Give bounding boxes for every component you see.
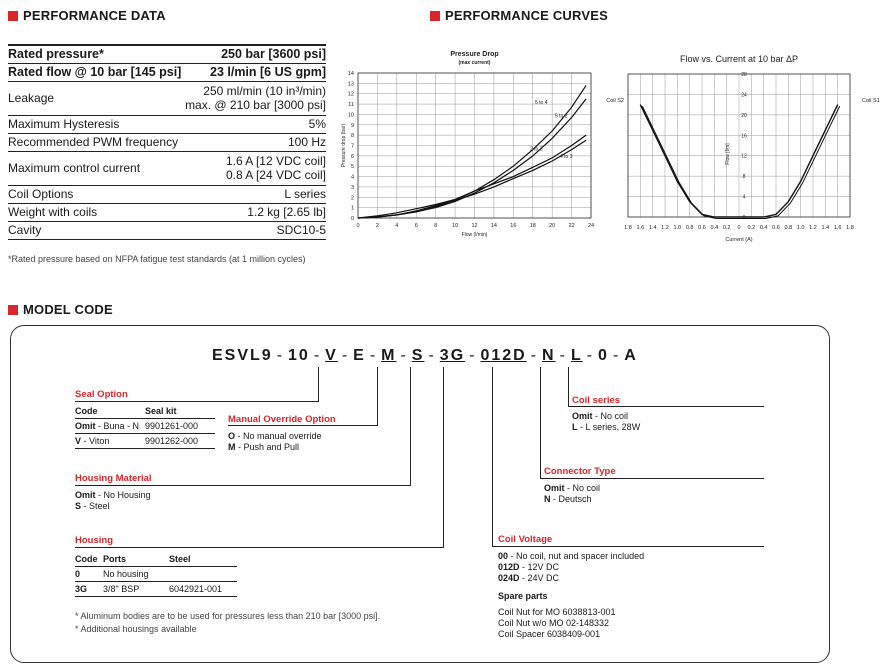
voltage-connector-line <box>492 546 764 547</box>
material-option-line: S - Steel <box>75 501 110 511</box>
x-tick-label: 0 <box>737 225 741 231</box>
y-tick-label: 0 <box>742 215 746 221</box>
code-segment-coil: L <box>570 347 583 364</box>
table-row <box>8 81 326 115</box>
table-row <box>75 567 237 582</box>
spec-label: Coil Options <box>8 187 74 201</box>
x-tick-label: 0.6 <box>772 225 780 231</box>
header-ports: Ports <box>103 554 127 564</box>
code-segment-e: E <box>353 347 366 364</box>
spare-part-line: Coil Nut w/o MO 02-148332 <box>498 618 610 628</box>
x-tick-label: 24 <box>587 223 595 229</box>
chart-title: Pressure Drop <box>450 51 499 58</box>
series-label: 2 to 3 <box>530 146 543 153</box>
spec-label: Maximum Hysteresis <box>8 117 120 131</box>
code-segment-a: A <box>624 347 638 364</box>
spec-value: 23 l/min [6 US gpm] <box>210 65 326 79</box>
spec-label: Rated flow @ 10 bar [145 psi] <box>8 65 182 79</box>
x-tick-label: 0.2 <box>747 225 756 231</box>
x-axis-label: Flow (l/min) <box>461 232 488 238</box>
seal-row-code: V - Viton <box>75 436 110 446</box>
voltage-connector-line <box>492 367 493 547</box>
y-tick-label: 14 <box>347 71 354 77</box>
spec-label: Recommended PWM frequency <box>8 135 179 149</box>
code-segment-manual: M <box>381 347 397 364</box>
chart-title: Flow vs. Current at 10 bar ΔP <box>679 54 799 64</box>
red-square-icon <box>430 11 440 21</box>
y-axis-label: Flow [l/m] <box>725 143 731 165</box>
series-label: Coil S1 <box>862 98 880 104</box>
y-tick-label: 4 <box>350 174 354 181</box>
manual-option-line: O - No manual override <box>228 431 322 441</box>
x-tick-label: 1.8 <box>624 225 632 231</box>
x-tick-label: 1.6 <box>833 225 842 231</box>
y-tick-label: 28 <box>741 72 747 78</box>
spec-value: 100 Hz <box>287 135 326 149</box>
spec-label: Weight with coils <box>8 205 98 219</box>
y-tick-label: 11 <box>348 102 354 109</box>
performance-curves-title: PERFORMANCE CURVES <box>430 8 608 23</box>
series-label: 4 to 3 <box>560 153 573 160</box>
x-tick-label: 8 <box>434 223 438 229</box>
y-tick-label: 1 <box>350 205 354 212</box>
x-tick-label: 16 <box>510 223 517 229</box>
voltage-option-line: 012D - 12V DC <box>498 562 560 572</box>
y-axis-label: Pressure drop (bar) <box>341 123 347 168</box>
x-tick-label: 0.4 <box>710 225 719 231</box>
y-tick-label: 7 <box>350 143 354 150</box>
table-row <box>75 582 237 597</box>
x-tick-label: 0 <box>356 223 360 229</box>
seal-option-title: Seal Option <box>75 389 128 400</box>
model-code-string: ESVL9 - 10 - V - E - M - S - 3G - 012D - N - L - 0 - A <box>212 347 638 364</box>
x-tick-label: 18 <box>529 223 536 229</box>
rated-pressure-footnote: *Rated pressure based on NFPA fatigue test standards (at 1 million cycles) <box>8 254 306 264</box>
x-tick-label: 10 <box>452 223 459 229</box>
performance-data-table <box>8 44 326 240</box>
y-tick-label: 3 <box>350 184 354 191</box>
performance-data-title: PERFORMANCE DATA <box>8 8 166 23</box>
flow-vs-current-chart <box>600 48 880 248</box>
header-code: Code <box>75 406 98 416</box>
series-label: Coil S2 <box>606 98 624 104</box>
connector-option-line: N - Deutsch <box>544 494 592 504</box>
housing-row-code: 3G <box>75 584 88 594</box>
x-tick-label: 1.4 <box>648 225 657 231</box>
spec-value: SDC10-5 <box>276 223 326 237</box>
material-connector-line <box>75 485 411 486</box>
seal-option-table <box>75 404 215 449</box>
table-row <box>8 45 326 63</box>
spec-label: Rated pressure* <box>8 47 104 62</box>
housing-row-steel <box>169 567 237 582</box>
spec-value: 250 bar [3600 psi] <box>221 47 326 62</box>
header-seal-kit: Seal kit <box>145 406 177 416</box>
y-tick-label: 2 <box>350 195 354 202</box>
y-tick-label: 13 <box>347 81 354 88</box>
x-tick-label: 14 <box>490 223 497 229</box>
x-tick-label: 0.8 <box>685 225 694 231</box>
coil-series-line <box>568 406 764 407</box>
y-tick-label: 8 <box>350 133 354 140</box>
spec-label: Cavity <box>8 223 42 237</box>
x-axis-label: Current (A) <box>725 237 753 243</box>
x-tick-label: 4 <box>395 223 399 229</box>
y-tick-label: 6 <box>350 153 354 160</box>
coil-series-line: Omit - No coil <box>572 411 629 421</box>
seal-row-kit: 9901262-000 <box>145 436 199 446</box>
housing-table <box>75 552 237 597</box>
voltage-option-line: 024D - 24V DC <box>498 573 560 583</box>
housing-row-ports: 3/8" BSP <box>103 584 140 594</box>
code-segment-zero: 0 <box>598 347 609 364</box>
x-tick-label: 1.2 <box>809 225 817 231</box>
spec-value: 1.6 A [12 VDC coil] 0.8 A [24 VDC coil] <box>225 154 326 182</box>
hysteresis-line <box>741 106 840 218</box>
table-row <box>8 185 326 203</box>
spec-value: 250 ml/min (10 in³/min) max. @ 210 bar [3000 psi] <box>185 84 326 112</box>
seal-connector-line <box>75 401 319 402</box>
y-tick-label: 5 <box>350 164 354 171</box>
y-tick-label: 20 <box>741 112 747 119</box>
connector-type-line <box>540 367 541 479</box>
series-label: 5 to 2 <box>555 113 568 120</box>
x-tick-label: 20 <box>549 223 556 229</box>
red-square-icon <box>8 11 18 21</box>
pressure-drop-chart <box>340 45 605 245</box>
code-segment-series: ESVL9 <box>212 347 273 364</box>
material-option-line: Omit - No Housing <box>75 490 151 500</box>
seal-row-kit: 9901261-000 <box>145 421 199 431</box>
x-tick-label: 0.8 <box>784 225 793 231</box>
red-square-icon <box>8 305 18 315</box>
y-tick-label: 0 <box>350 216 354 222</box>
x-tick-label: 6 <box>414 223 418 229</box>
housing-connector-line <box>443 367 444 547</box>
coil-series-line <box>568 367 569 407</box>
manual-option-line: M - Push and Pull <box>228 442 300 452</box>
y-tick-label: 12 <box>347 91 354 98</box>
code-segment-seal: V <box>325 347 338 364</box>
housing-row-code: 0 <box>75 569 81 579</box>
connector-type-line <box>540 478 764 479</box>
code-segment-material: S <box>411 347 425 364</box>
coil-series-title: Coil series <box>572 395 621 406</box>
table-row <box>8 133 326 151</box>
model-code-title: MODEL CODE <box>8 302 113 317</box>
connector-option-line: Omit - No coil <box>544 483 601 493</box>
spec-label: Leakage <box>8 91 55 105</box>
seal-connector-line <box>318 367 319 401</box>
housing-note: * Additional housings available <box>75 624 197 634</box>
connector-type-title: Connector Type <box>544 466 616 477</box>
coil-series-line: L - L series, 28W <box>572 422 641 432</box>
table-row <box>8 221 326 239</box>
housing-row-steel: 6042921-001 <box>169 584 223 594</box>
series-line <box>358 140 586 218</box>
spare-part-line: Coil Spacer 6038409-001 <box>498 629 601 639</box>
y-tick-label: 10 <box>347 112 354 119</box>
coil-voltage-title: Coil Voltage <box>498 534 553 545</box>
housing-connector-line <box>75 547 444 548</box>
y-tick-label: 4 <box>742 194 746 201</box>
x-tick-label: 1.0 <box>673 225 682 231</box>
housing-row-ports: No housing <box>103 569 149 579</box>
header-steel: Steel <box>169 554 191 564</box>
table-row <box>75 419 215 434</box>
code-segment-size: 10 <box>288 347 310 364</box>
x-tick-label: 1.6 <box>636 225 645 231</box>
y-tick-label: 24 <box>741 92 747 99</box>
material-connector-line <box>410 367 411 485</box>
spec-value: 5% <box>308 117 326 131</box>
x-tick-label: 22 <box>568 223 575 229</box>
x-tick-label: 1.2 <box>661 225 669 231</box>
code-segment-connector: N <box>542 347 556 364</box>
spec-value: 1.2 kg [2.65 lb] <box>247 205 326 219</box>
manual-override-title: Manual Override Option <box>228 414 336 425</box>
table-row <box>8 115 326 133</box>
x-tick-label: 1.4 <box>821 225 830 231</box>
y-tick-label: 16 <box>741 133 747 140</box>
x-tick-label: 0.4 <box>759 225 768 231</box>
series-label: 5 to 4 <box>535 100 548 107</box>
table-row <box>8 203 326 221</box>
y-tick-label: 12 <box>741 153 747 160</box>
code-segment-voltage: 012D <box>480 347 527 364</box>
header-code: Code <box>75 554 98 564</box>
x-tick-label: 0.6 <box>698 225 706 231</box>
housing-title: Housing <box>75 535 113 546</box>
table-header-row <box>75 552 237 567</box>
code-segment-housing: 3G <box>439 347 466 364</box>
voltage-option-line: 00 - No coil, nut and spacer included <box>498 551 645 561</box>
housing-material-title: Housing Material <box>75 473 152 484</box>
x-tick-label: 0.2 <box>722 225 731 231</box>
housing-note: * Aluminum bodies are to be used for pressures less than 210 bar [3000 psi]. <box>75 611 381 621</box>
x-tick-label: 2 <box>375 223 379 229</box>
seal-row-code: Omit - Buna - N <box>75 421 140 431</box>
table-row <box>8 63 326 81</box>
x-tick-label: 12 <box>471 223 478 229</box>
spec-value: L series <box>284 187 326 201</box>
y-tick-label: 9 <box>350 122 354 129</box>
chart-subtitle: (max current) <box>458 60 491 66</box>
x-tick-label: 1.0 <box>796 225 805 231</box>
manual-connector-line <box>377 367 378 425</box>
table-row <box>75 434 215 449</box>
spare-part-line: Coil Nut for MO 6038813-001 <box>498 607 616 617</box>
x-tick-label: 1.8 <box>846 225 854 231</box>
spec-label: Maximum control current <box>8 161 141 175</box>
spare-parts-title: Spare parts <box>498 591 548 601</box>
table-header-row <box>75 404 215 419</box>
table-row <box>8 151 326 185</box>
manual-connector-line <box>228 425 378 426</box>
series-line <box>358 85 586 218</box>
y-tick-label: 8 <box>742 174 746 181</box>
